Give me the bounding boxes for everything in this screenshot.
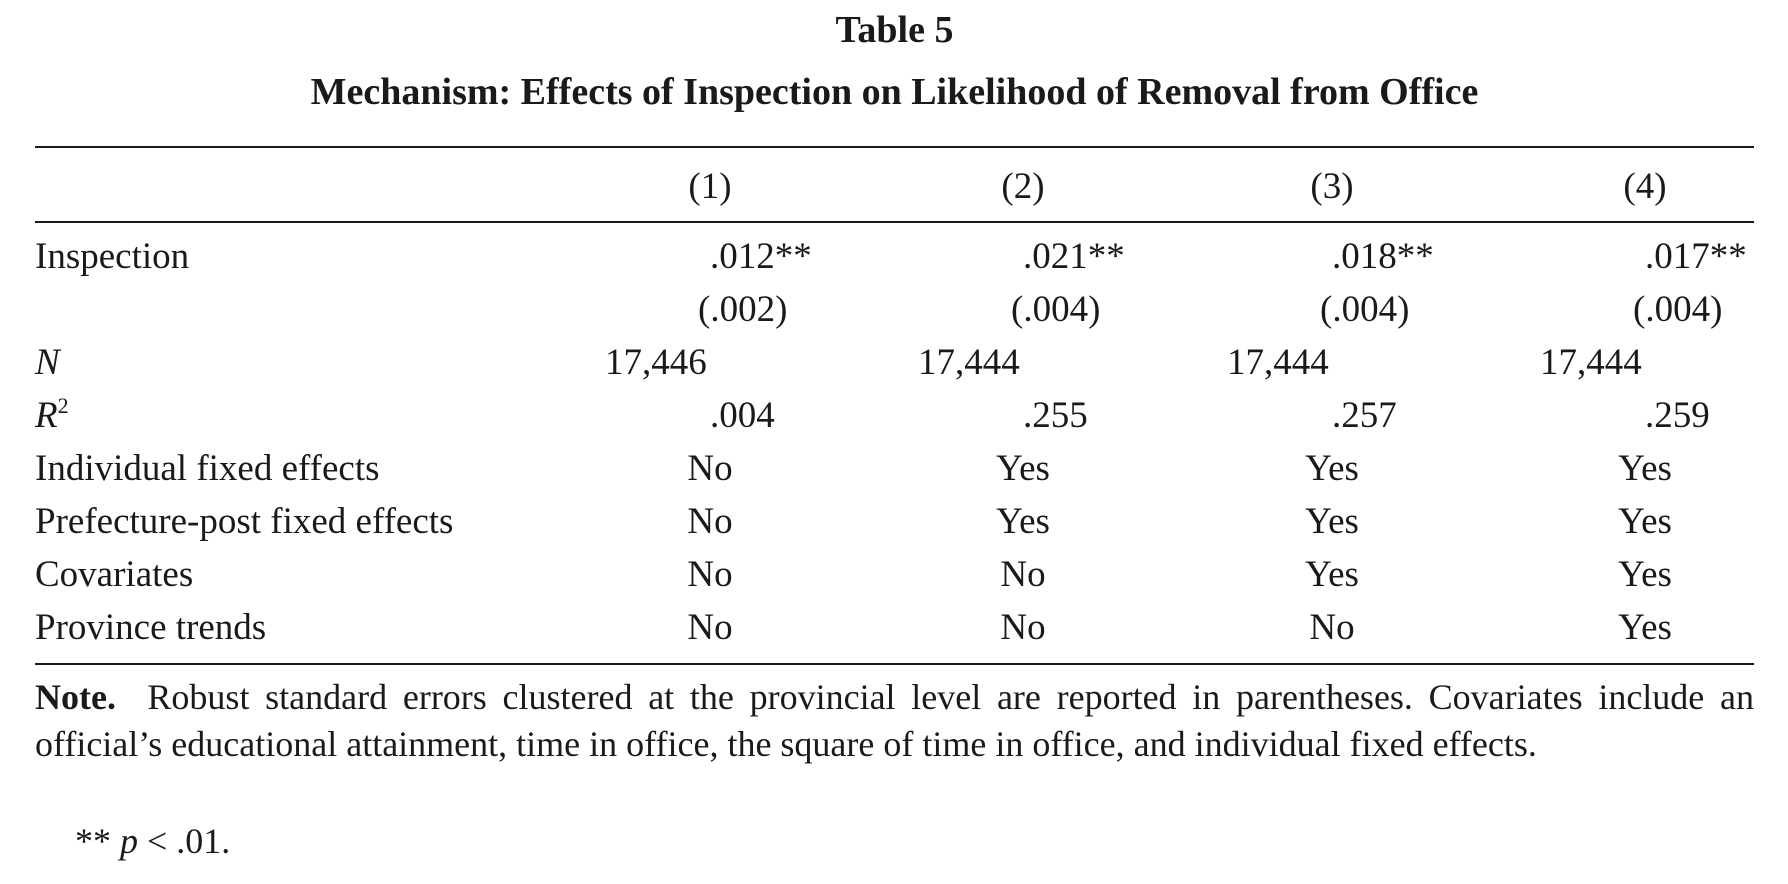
- sig-p: p: [120, 821, 138, 861]
- r-squared-exponent: 2: [57, 393, 69, 418]
- column-header-1: (1): [688, 166, 732, 207]
- inspection-se-3: (.004): [1320, 289, 1410, 330]
- bottom-rule: [35, 663, 1754, 665]
- prefecture-fe-4: Yes: [1618, 501, 1672, 542]
- table-number: Table 5: [835, 9, 954, 51]
- inspection-coef-2: .021**: [1023, 236, 1125, 277]
- row-label-covariates: Covariates: [35, 554, 194, 595]
- r-squared-letter: R: [35, 395, 58, 436]
- row-label-r-squared: [35, 393, 69, 439]
- individual-fe-4: Yes: [1618, 448, 1672, 489]
- sig-threshold: < .01.: [147, 821, 231, 861]
- row-label-province-trends: Province trends: [35, 607, 267, 648]
- prefecture-fe-1: No: [687, 501, 733, 542]
- covariates-3: Yes: [1305, 554, 1359, 595]
- row-label-inspection: Inspection: [35, 236, 190, 277]
- sig-stars: **: [75, 821, 111, 861]
- province-trends-4: Yes: [1618, 607, 1672, 648]
- r2-value-4: .259: [1645, 395, 1710, 436]
- inspection-coef-3: .018**: [1332, 236, 1434, 277]
- row-label-individual-fe: Individual fixed effects: [35, 448, 380, 489]
- inspection-se-4: (.004): [1633, 289, 1723, 330]
- note-text: Robust standard errors clustered at the provincial level are reported in parentheses. Covariates include an official’s educational attainment, time in office, the square of time in office, and individual fixed effects.: [35, 677, 1754, 764]
- inspection-coef-1: .012**: [710, 236, 812, 277]
- n-value-3: 17,444: [1227, 342, 1329, 383]
- individual-fe-3: Yes: [1305, 448, 1359, 489]
- top-rule: [35, 146, 1754, 148]
- province-trends-1: No: [687, 607, 733, 648]
- significance-note: [75, 818, 230, 864]
- header-rule: [35, 221, 1754, 223]
- table-title: Mechanism: Effects of Inspection on Likelihood of Removal from Office: [310, 71, 1479, 113]
- province-trends-2: No: [1000, 607, 1046, 648]
- individual-fe-2: Yes: [996, 448, 1050, 489]
- column-header-3: (3): [1310, 166, 1354, 207]
- n-value-4: 17,444: [1540, 342, 1642, 383]
- covariates-1: No: [687, 554, 733, 595]
- inspection-se-1: (.002): [698, 289, 788, 330]
- prefecture-fe-2: Yes: [996, 501, 1050, 542]
- prefecture-fe-3: Yes: [1305, 501, 1359, 542]
- n-value-1: 17,446: [605, 342, 707, 383]
- covariates-4: Yes: [1618, 554, 1672, 595]
- row-label-prefecture-fe: Prefecture-post fixed effects: [35, 501, 454, 542]
- covariates-2: No: [1000, 554, 1046, 595]
- individual-fe-1: No: [687, 448, 733, 489]
- r2-value-1: .004: [710, 395, 775, 436]
- r2-value-3: .257: [1332, 395, 1397, 436]
- row-label-n: N: [35, 342, 60, 383]
- note-lead: Note.: [35, 677, 116, 717]
- inspection-se-2: (.004): [1011, 289, 1101, 330]
- column-header-2: (2): [1001, 166, 1045, 207]
- inspection-coef-4: .017**: [1645, 236, 1747, 277]
- province-trends-3: No: [1309, 607, 1355, 648]
- table-note: [35, 674, 1754, 768]
- n-value-2: 17,444: [918, 342, 1020, 383]
- r2-value-2: .255: [1023, 395, 1088, 436]
- column-header-4: (4): [1623, 166, 1667, 207]
